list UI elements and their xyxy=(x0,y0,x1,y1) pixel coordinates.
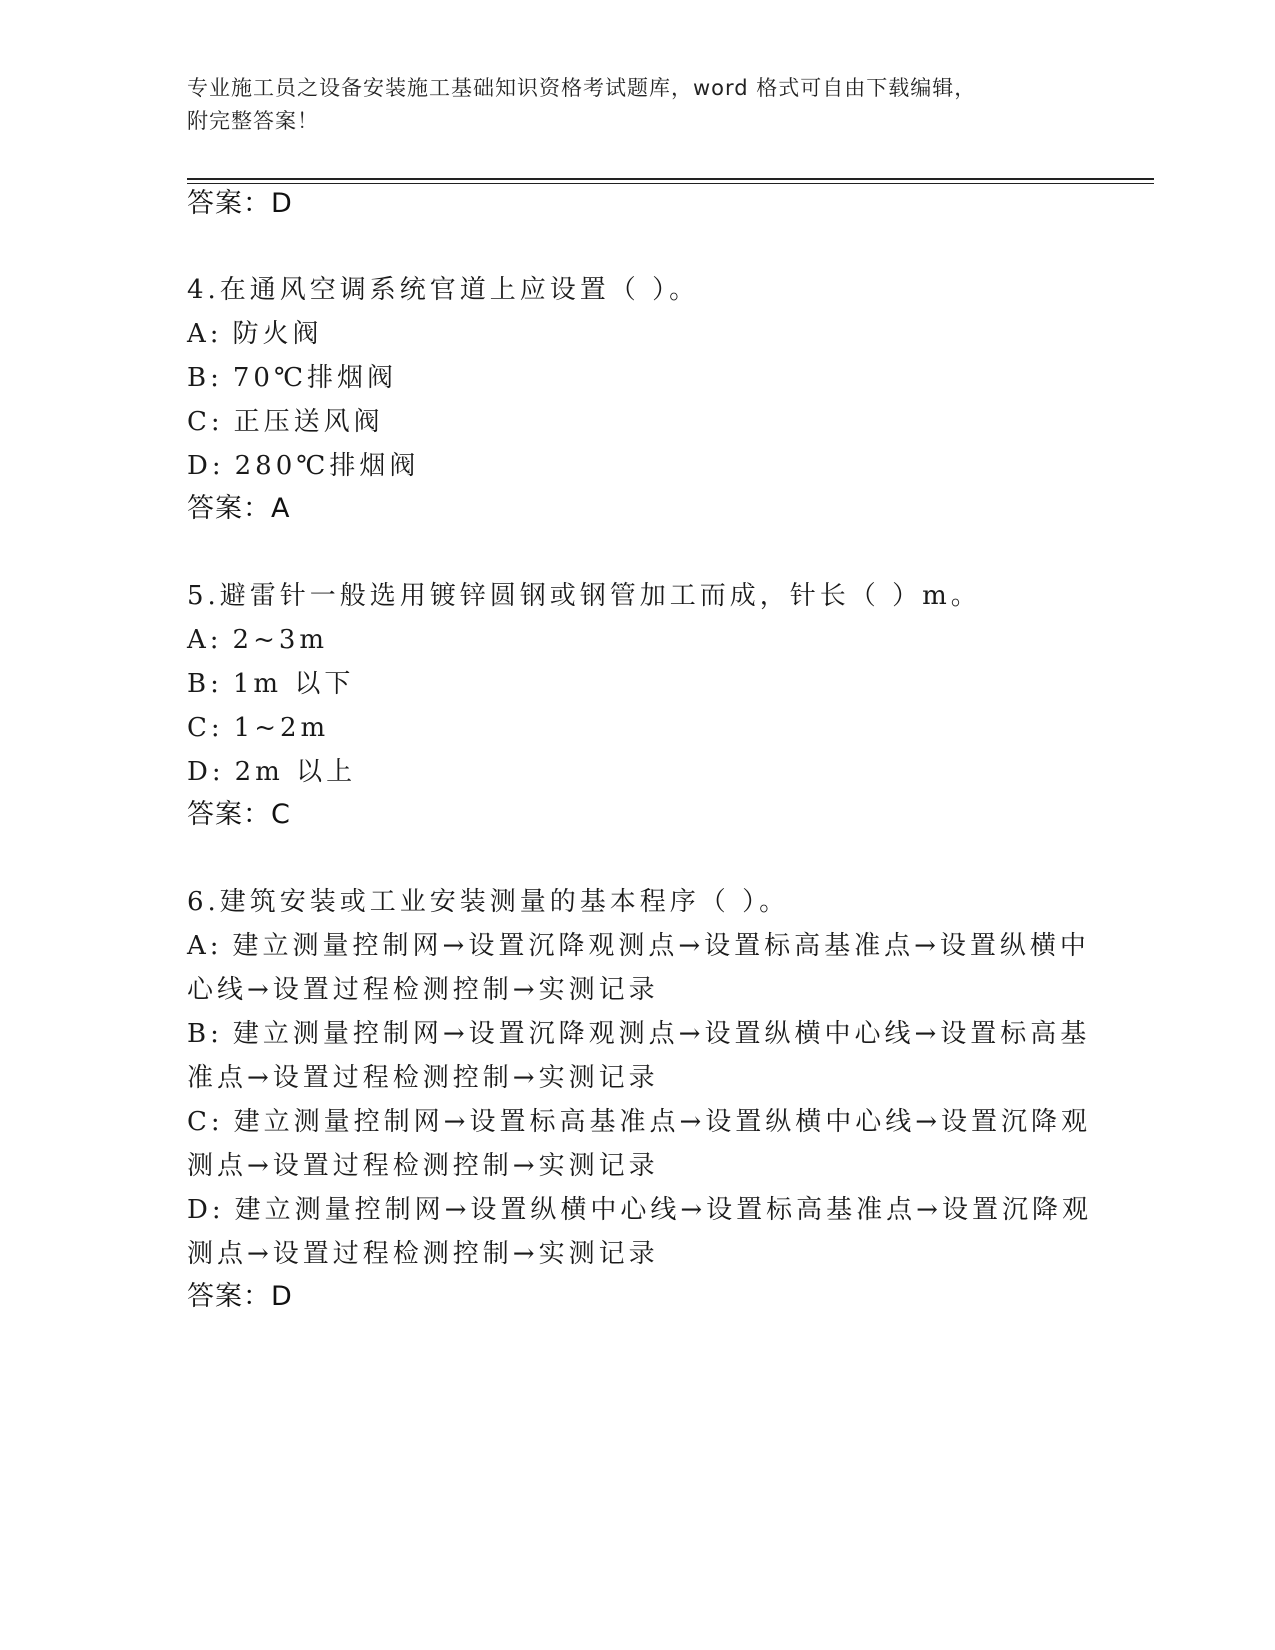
option-text: 建立测量控制网→设置纵横中心线→设置标高基准点→设置沉降观 xyxy=(234,1195,1092,1225)
question-5-answer: 答案：C xyxy=(187,799,291,830)
question-6-option-a-line-2: 心线→设置过程检测控制→实测记录 xyxy=(187,975,659,1005)
question-5-option-b xyxy=(187,666,354,702)
option-text: 建立测量控制网→设置标高基准点→设置纵横中心线→设置沉降观 xyxy=(233,1107,1092,1137)
question-6-option-c-line-1 xyxy=(187,1104,1091,1140)
option-text: 建立测量控制网→设置沉降观测点→设置标高基准点→设置纵横中 xyxy=(232,931,1090,961)
question-5-option-a xyxy=(187,622,328,658)
question-6-option-d-line-1 xyxy=(187,1192,1092,1228)
question-6-option-a-line-1 xyxy=(187,928,1090,964)
question-4-stem: 4.在通风空调系统官道上应设置（ ）。 xyxy=(187,275,700,305)
option-text: 1~2m xyxy=(233,713,330,743)
question-5-option-c xyxy=(187,710,329,746)
option-label: A: xyxy=(187,625,223,655)
option-label: A: xyxy=(187,931,223,961)
question-5-option-d xyxy=(187,754,356,790)
question-6-option-d-line-2: 测点→设置过程检测控制→实测记录 xyxy=(187,1239,659,1269)
option-label: D: xyxy=(187,451,225,481)
question-4-answer: 答案：A xyxy=(187,493,291,524)
question-5-stem: 5.避雷针一般选用镀锌圆钢或钢管加工而成，针长（ ）m。 xyxy=(187,581,981,611)
option-label: A: xyxy=(187,319,223,349)
question-4-option-d xyxy=(187,448,419,484)
question-6-stem: 6.建筑安装或工业安装测量的基本程序（ ）。 xyxy=(187,887,790,917)
option-text: 建立测量控制网→设置沉降观测点→设置纵横中心线→设置标高基 xyxy=(232,1019,1091,1049)
option-text: 正压送风阀 xyxy=(233,407,384,437)
option-text: 2m 以上 xyxy=(234,757,357,787)
header-rule-thin xyxy=(187,183,1154,184)
option-text: 1m 以下 xyxy=(232,669,355,699)
option-label: B: xyxy=(187,1019,223,1049)
option-label: D: xyxy=(187,1195,225,1225)
option-label: B: xyxy=(187,669,223,699)
option-label: D: xyxy=(187,757,225,787)
question-4-option-c xyxy=(187,404,384,440)
option-label: C: xyxy=(187,407,224,437)
question-6-option-c-line-2: 测点→设置过程检测控制→实测记录 xyxy=(187,1151,659,1181)
option-text: 70℃排烟阀 xyxy=(232,363,398,393)
question-6-option-b-line-1 xyxy=(187,1016,1090,1052)
option-label: B: xyxy=(187,363,223,393)
option-label: C: xyxy=(187,1107,224,1137)
header-line-2: 附完整答案！ xyxy=(187,109,319,133)
question-4-option-b xyxy=(187,360,397,396)
document-header xyxy=(187,72,1067,138)
option-text: 2~3m xyxy=(232,625,329,655)
option-text: 280℃排烟阀 xyxy=(234,451,420,481)
question-4-option-a xyxy=(187,316,323,352)
header-rule-thick xyxy=(187,178,1154,180)
option-label: C: xyxy=(187,713,224,743)
question-6-answer: 答案：D xyxy=(187,1281,293,1312)
previous-answer: 答案：D xyxy=(187,188,293,219)
question-6-option-b-line-2: 准点→设置过程检测控制→实测记录 xyxy=(187,1063,659,1093)
header-line-1: 专业施工员之设备安装施工基础知识资格考试题库，word 格式可自由下载编辑， xyxy=(187,76,977,100)
option-text: 防火阀 xyxy=(232,319,323,349)
